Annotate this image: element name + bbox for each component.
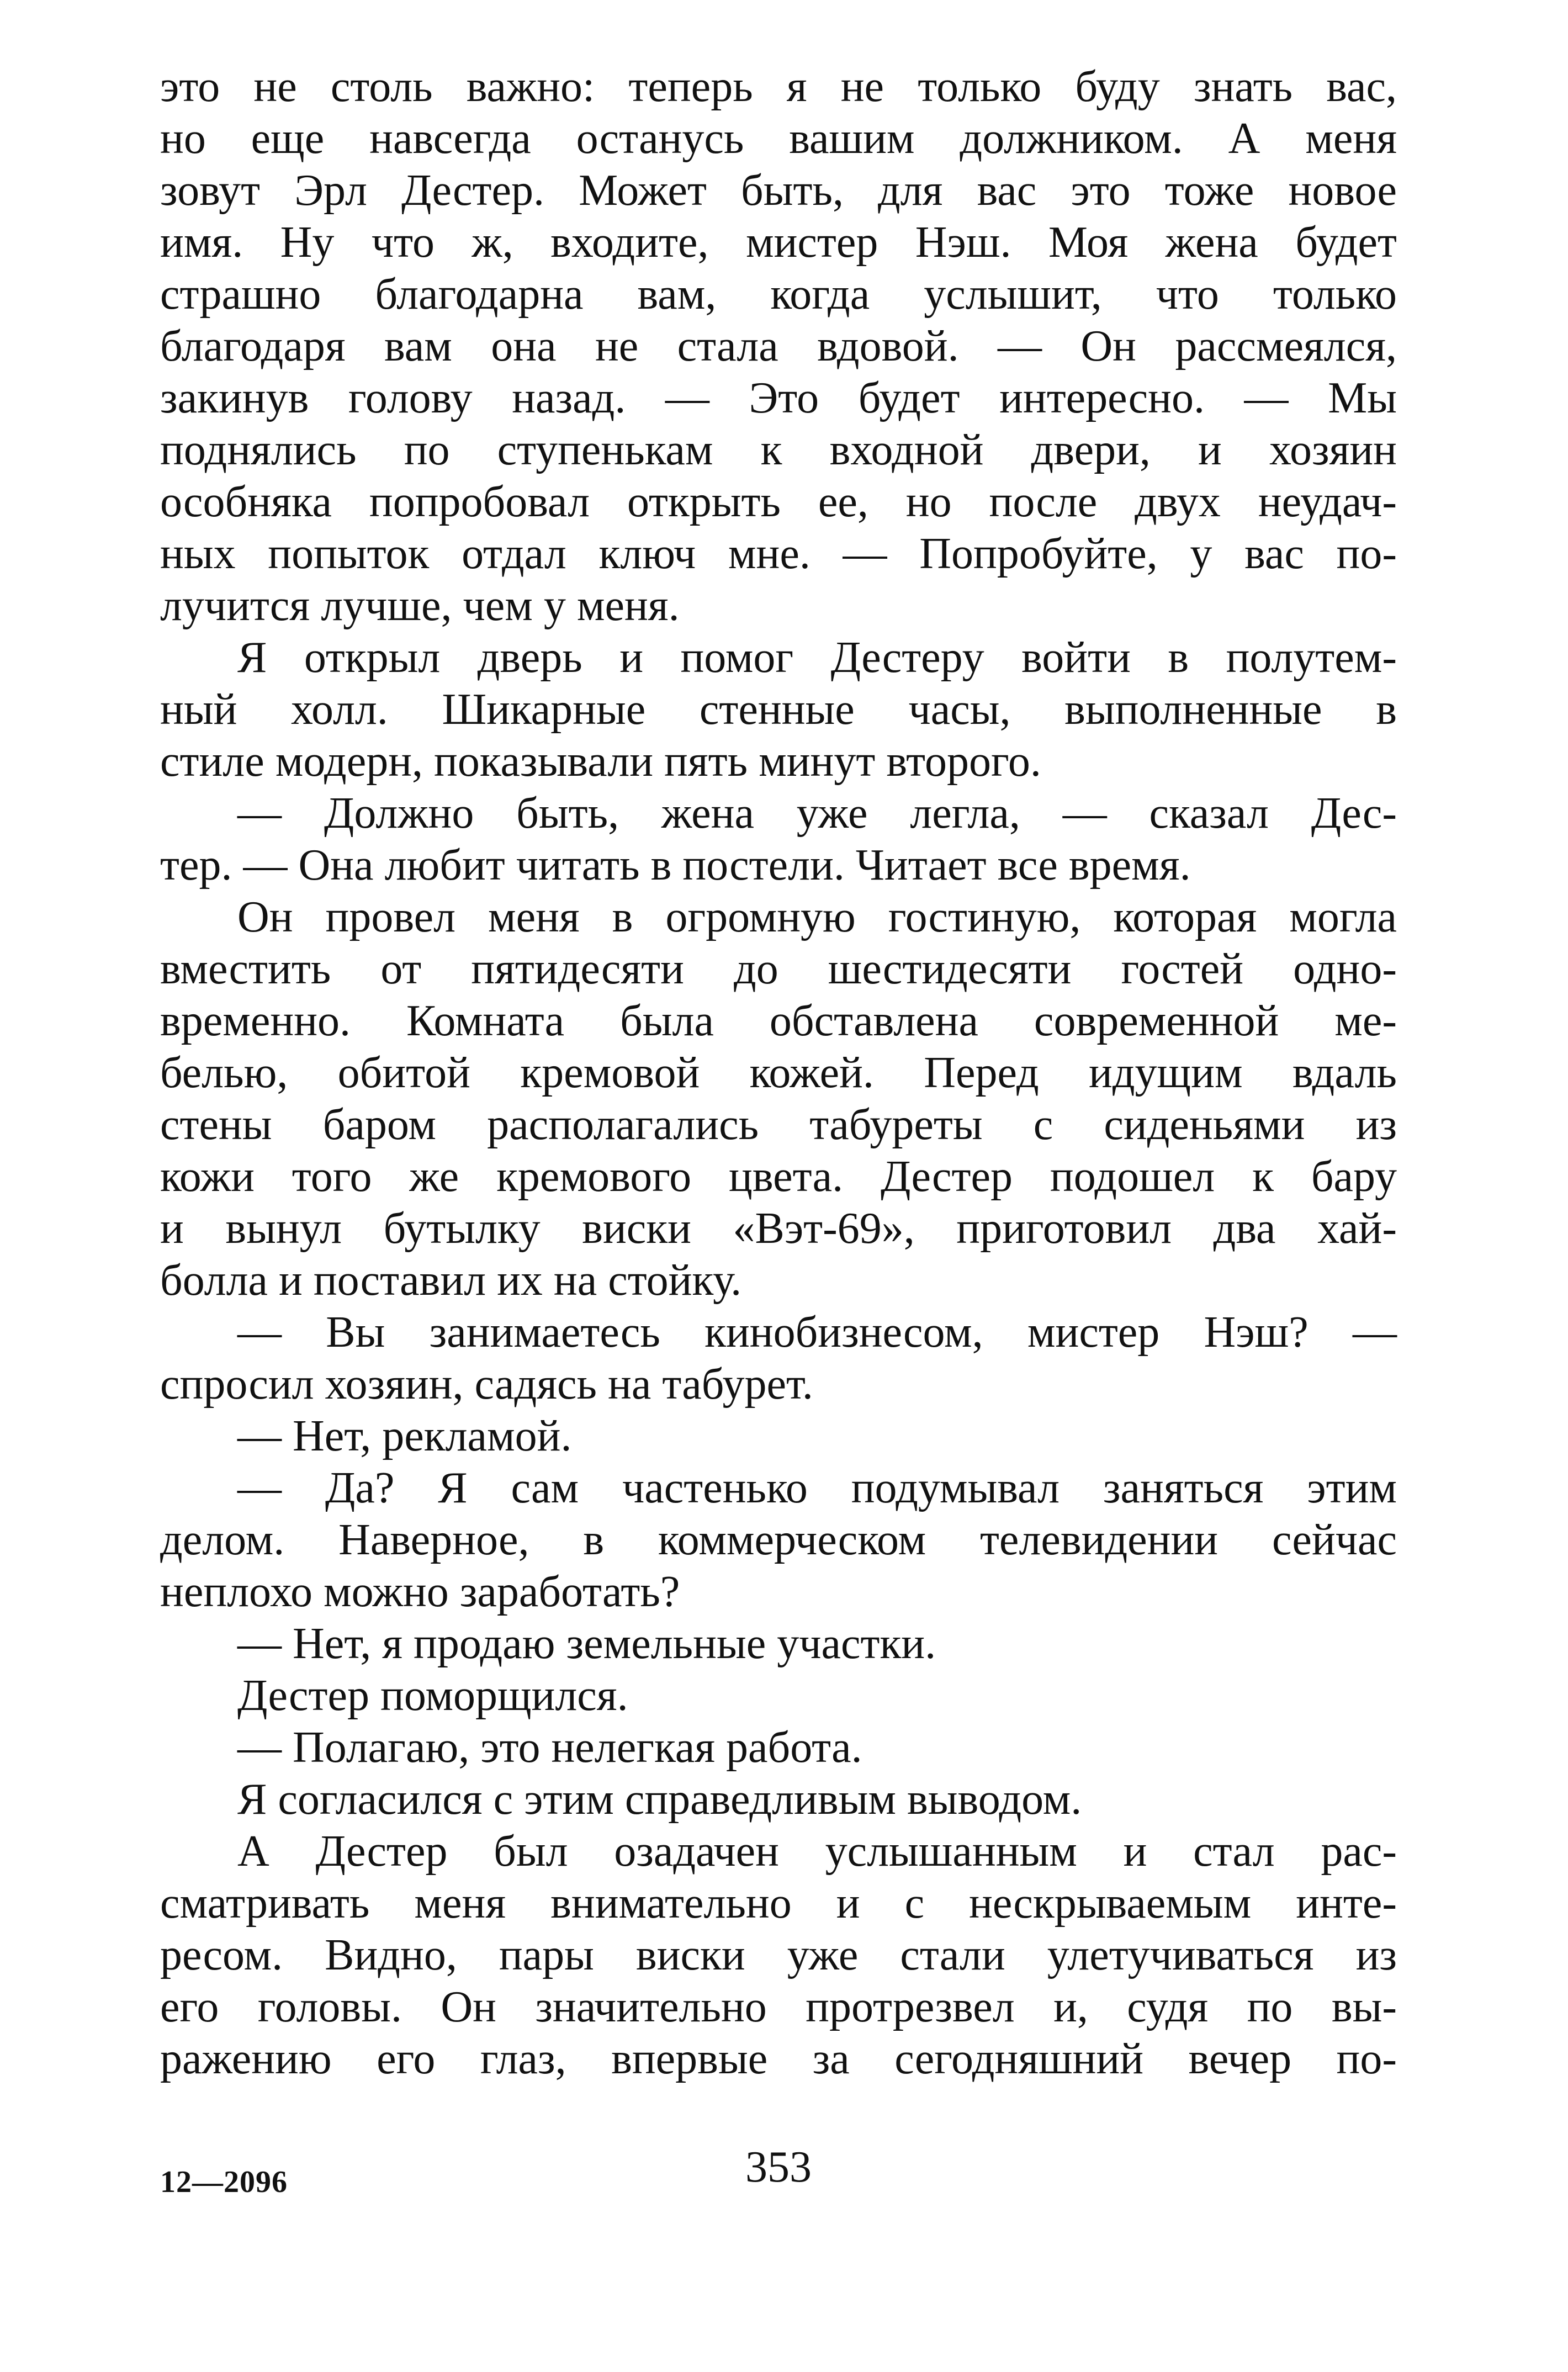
text-line: Дестер поморщился. [237, 1671, 628, 1720]
text-line: Я согласился с этим справедливым выводом. [237, 1775, 1082, 1824]
text-line: — Нет, рекламой. [237, 1412, 572, 1460]
printer-signature: 12—2096 [160, 2165, 288, 2199]
text-line: Я открыл дверь и помог Дестеру войти в полутем- [237, 633, 1397, 682]
text-line: поднялись по ступенькам к входной двери, и хозяин [160, 426, 1397, 474]
text-line: — Да? Я сам частенько подумывал заняться этим [237, 1464, 1397, 1512]
text-line: Он провел меня в огромную гостиную, которая могла [237, 893, 1397, 941]
text-line: закинув голову назад. — Это будет интересно. — Мы [160, 374, 1397, 422]
text-line: лучится лучше, чем у меня. [160, 581, 680, 630]
text-line: болла и поставил их на стойку. [160, 1256, 742, 1305]
text-line: ресом. Видно, пары виски уже стали улетучиваться из [160, 1931, 1397, 1979]
text-line: стиле модерн, показывали пять минут второго. [160, 737, 1041, 786]
book-page [160, 61, 1397, 2269]
text-line: ных попыток отдал ключ мне. — Попробуйте, у вас по- [160, 530, 1397, 578]
text-line: — Вы занимаетесь кинобизнесом, мистер Нэш? — [237, 1308, 1397, 1357]
text-line: кожи того же кремового цвета. Дестер подошел к бару [160, 1152, 1397, 1201]
text-line: стены баром располагались табуреты с сиденьями из [160, 1100, 1397, 1149]
text-line: это не столь важно: теперь я не только буду знать вас, [160, 62, 1397, 111]
text-line: и вынул бутылку виски «Вэт-69», приготовил два хай- [160, 1204, 1397, 1253]
text-line: имя. Ну что ж, входите, мистер Нэш. Моя жена будет [160, 218, 1397, 267]
text-line: — Полагаю, это нелегкая работа. [237, 1723, 862, 1772]
page-footer [160, 2142, 1397, 2209]
text-line: белью, обитой кремовой кожей. Перед идущим вдаль [160, 1049, 1397, 1097]
text-line: — Должно быть, жена уже легла, — сказал Дес- [237, 789, 1397, 838]
text-line: зовут Эрл Дестер. Может быть, для вас это тоже новое [160, 166, 1397, 215]
text-line: тер. — Она любит читать в постели. Читает все время. [160, 841, 1191, 889]
text-line: неплохо можно заработать? [160, 1568, 680, 1616]
text-line: но еще навсегда останусь вашим должником. А меня [160, 114, 1397, 163]
text-line: А Дестер был озадачен услышанным и стал рас- [237, 1827, 1397, 1876]
text-line: ражению его глаз, впервые за сегодняшний вечер по- [160, 2035, 1397, 2083]
text-line: спросил хозяин, садясь на табурет. [160, 1360, 813, 1409]
text-line: особняка попробовал открыть ее, но после двух неудач- [160, 478, 1397, 526]
text-line: — Нет, я продаю земельные участки. [237, 1619, 936, 1668]
text-line: ный холл. Шикарные стенные часы, выполненные в [160, 685, 1397, 734]
text-line: благодаря вам она не стала вдовой. — Он рассмеялся, [160, 322, 1397, 370]
page-number: 353 [745, 2143, 812, 2191]
text-line: страшно благодарна вам, когда услышит, что только [160, 270, 1397, 319]
body-text [160, 61, 1397, 2085]
text-line: делом. Наверное, в коммерческом телевидении сейчас [160, 1516, 1397, 1564]
text-line: сматривать меня внимательно и с нескрываемым инте- [160, 1879, 1397, 1928]
text-line: его головы. Он значительно протрезвел и, судя по вы- [160, 1983, 1397, 2031]
text-line: вместить от пятидесяти до шестидесяти гостей одно- [160, 945, 1397, 993]
text-line: временно. Комната была обставлена современной ме- [160, 997, 1397, 1045]
